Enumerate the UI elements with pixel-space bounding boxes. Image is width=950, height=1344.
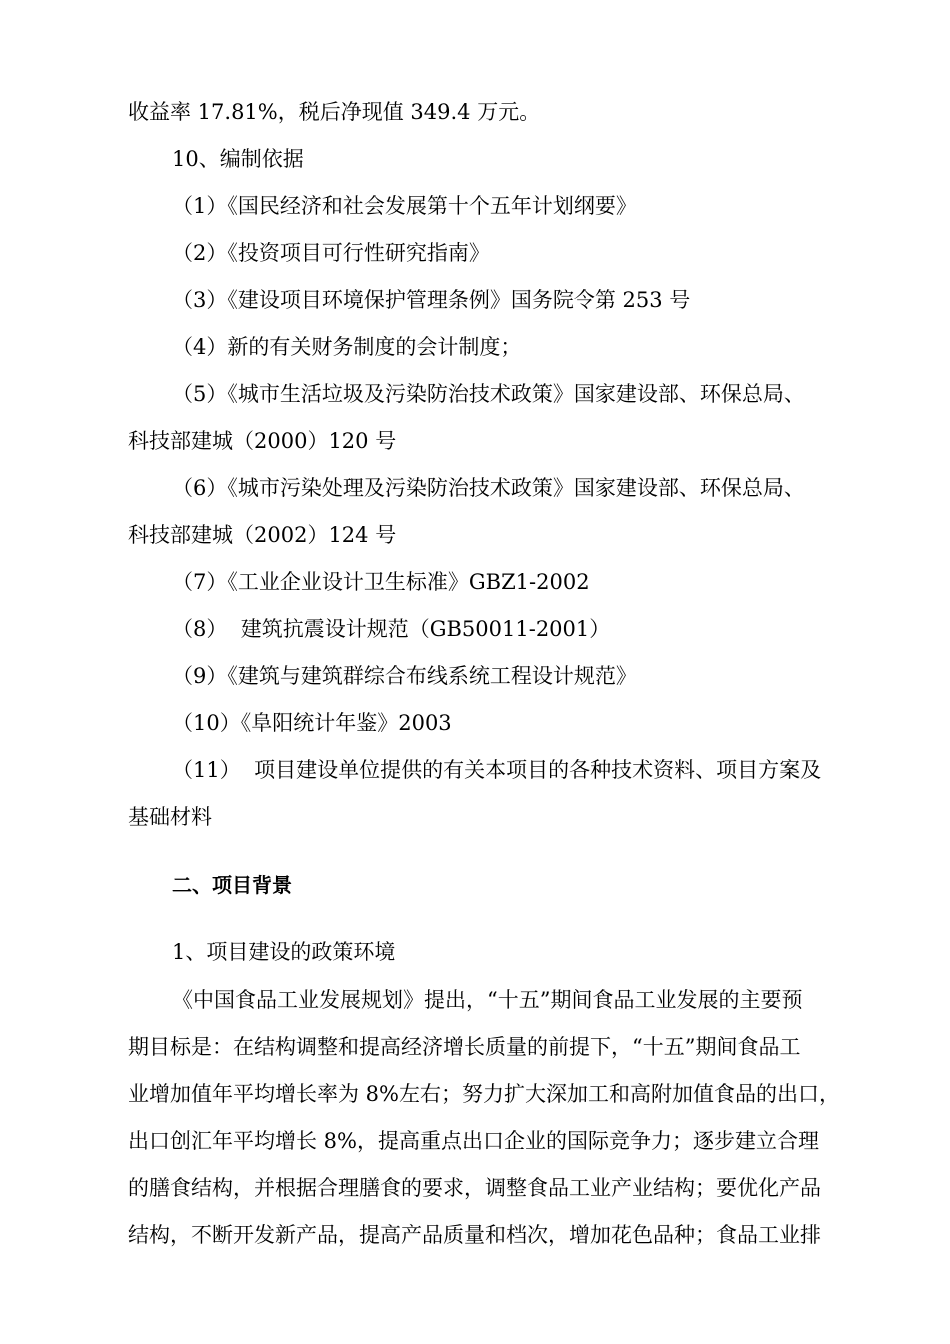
- reference-item: （1）《国民经济和社会发展第十个五年计划纲要》: [172, 194, 637, 218]
- reference-item: （11） 项目建设单位提供的有关本项目的各种技术资料、项目方案及: [172, 758, 822, 782]
- reference-item: （3）《建设项目环境保护管理条例》国务院令第 253 号: [172, 288, 691, 312]
- section-heading: 二、项目背景: [172, 873, 292, 897]
- reference-item: （8） 建筑抗震设计规范（GB50011-2001）: [172, 617, 611, 641]
- section-subheading: 10、编制依据: [172, 147, 304, 171]
- reference-item: （7）《工业企业设计卫生标准》GBZ1-2002: [172, 570, 590, 594]
- paragraph-line: 《中国食品工业发展规划》提出，“十五”期间食品工业发展的主要预: [172, 988, 803, 1012]
- paragraph-line: 业增加值年平均增长率为 8%左右；努力扩大深加工和高附加值食品的出口，: [128, 1082, 840, 1106]
- reference-item: （5）《城市生活垃圾及污染防治技术政策》国家建设部、环保总局、: [172, 382, 805, 406]
- paragraph-line: 期目标是：在结构调整和提高经济增长质量的前提下，“十五”期间食品工: [128, 1035, 801, 1059]
- reference-item: （9）《建筑与建筑群综合布线系统工程设计规范》: [172, 664, 637, 688]
- reference-item: （6）《城市污染处理及污染防治技术政策》国家建设部、环保总局、: [172, 476, 805, 500]
- reference-item-continuation: 基础材料: [128, 805, 212, 829]
- paragraph-line: 出口创汇年平均增长 8%，提高重点出口企业的国际竞争力；逐步建立合理: [128, 1129, 819, 1153]
- reference-item: （10）《阜阳统计年鉴》2003: [172, 711, 452, 735]
- paragraph-line: 结构，不断开发新产品，提高产品质量和档次，增加花色品种；食品工业排: [128, 1223, 821, 1247]
- text-line: 收益率 17.81%，税后净现值 349.4 万元。: [128, 100, 541, 124]
- reference-item: （4）新的有关财务制度的会计制度；: [172, 335, 522, 359]
- paragraph-line: 的膳食结构，并根据合理膳食的要求，调整食品工业产业结构；要优化产品: [128, 1176, 821, 1200]
- reference-item: （2）《投资项目可行性研究指南》: [172, 241, 490, 265]
- reference-item-continuation: 科技部建城（2000）120 号: [128, 429, 397, 453]
- subsection-heading: 1、项目建设的政策环境: [172, 940, 396, 964]
- reference-item-continuation: 科技部建城（2002）124 号: [128, 523, 397, 547]
